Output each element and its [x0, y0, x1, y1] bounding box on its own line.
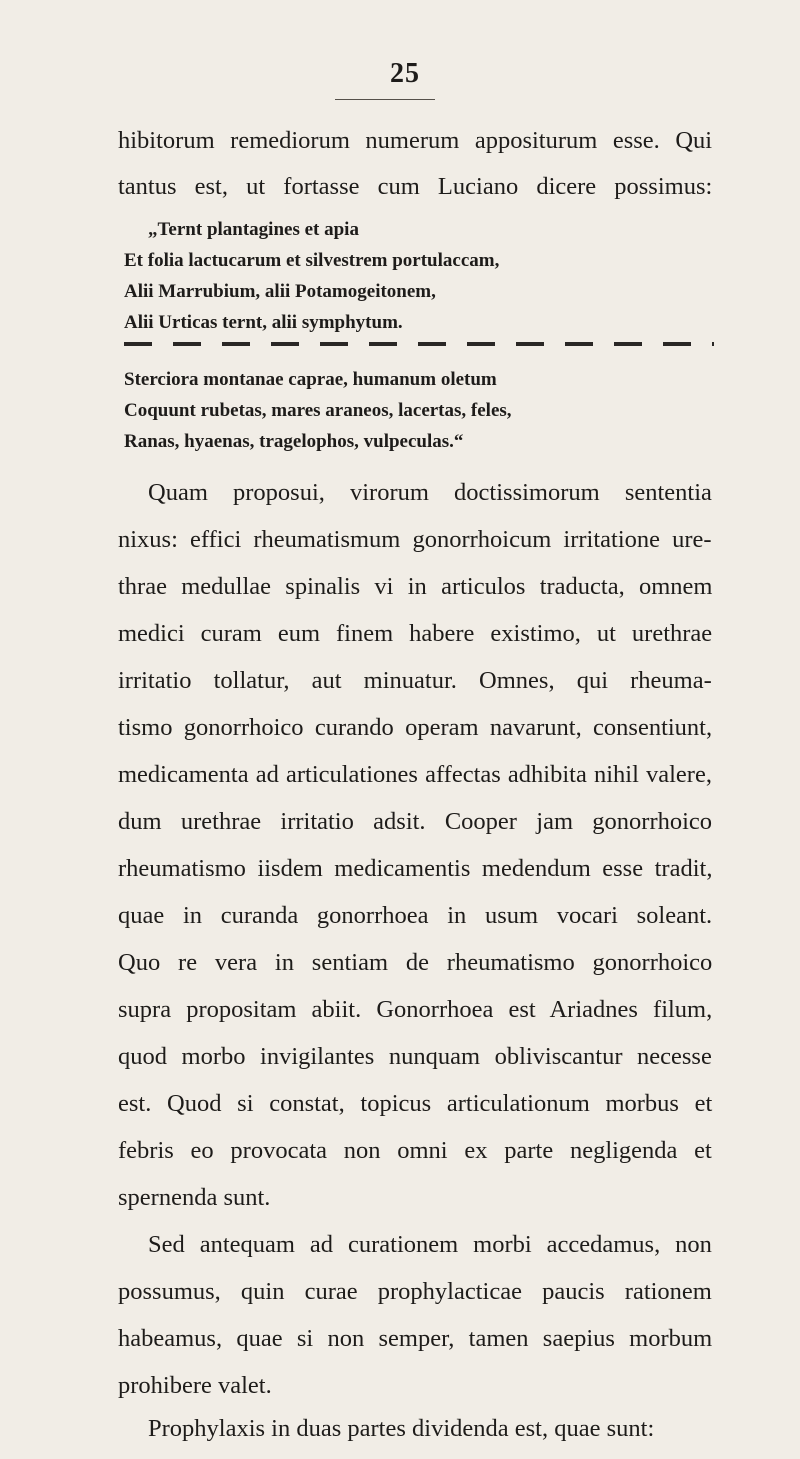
text-line: thrae medullae spinalis vi in articulos traducta, omnem: [118, 573, 713, 600]
text-line: tantus est, ut fortasse cum Luciano dicere possimus:: [118, 173, 713, 200]
text-line: quod morbo invigilantes nunquam obliviscantur necesse: [118, 1043, 712, 1070]
verse-line: Ranas, hyaenas, tragelophos, vulpeculas.“: [124, 431, 464, 452]
text-line: febris eo provocata non omni ex parte negligenda et: [118, 1137, 712, 1164]
text-line: supra propositam abiit. Gonorrhoea est Ariadnes filum,: [118, 996, 713, 1023]
verse-line: Alii Urticas ternt, alii symphytum.: [124, 312, 403, 333]
text-line: Prophylaxis in duas partes dividenda est, quae sunt:: [148, 1415, 655, 1442]
verse-line: Et folia lactucarum et silvestrem portulaccam,: [124, 250, 500, 271]
text-line: possumus, quin curae prophylacticae paucis rationem: [118, 1278, 712, 1305]
verse-line: Sterciora montanae caprae, humanum oletum: [124, 369, 497, 390]
verse-line: Alii Marrubium, alii Potamogeitonem,: [124, 281, 436, 302]
page-number: 25: [390, 58, 420, 89]
text-line: irritatio tollatur, aut minuatur. Omnes, qui rheuma-: [118, 667, 712, 694]
verse-ellipsis-divider: [124, 342, 714, 346]
text-line: habeamus, quae si non semper, tamen saepius morbum: [118, 1325, 713, 1352]
text-line: medici curam eum finem habere existimo, ut urethrae: [118, 620, 713, 647]
text-line: spernenda sunt.: [118, 1184, 271, 1211]
text-line: dum urethrae irritatio adsit. Cooper jam gonorrhoico: [118, 808, 713, 835]
text-line: prohibere valet.: [118, 1372, 272, 1399]
text-line: tismo gonorrhoico curando operam navarunt, consentiunt,: [118, 714, 713, 741]
text-line: rheumatismo iisdem medicamentis medendum esse tradit,: [118, 855, 713, 882]
text-line: nixus: effici rheumatismum gonorrhoicum irritatione ure-: [118, 526, 712, 553]
verse-line: „Ternt plantagines et apia: [148, 219, 359, 240]
text-line: hibitorum remediorum numerum appositurum esse. Qui: [118, 127, 713, 154]
text-line: Quo re vera in sentiam de rheumatismo gonorrhoico: [118, 949, 713, 976]
text-line: medicamenta ad articulationes affectas adhibita nihil valere,: [118, 761, 712, 788]
page-number-rule: [335, 99, 435, 100]
text-line: Sed antequam ad curationem morbi accedamus, non: [148, 1231, 712, 1258]
verse-line: Coquunt rubetas, mares araneos, lacertas, feles,: [124, 400, 512, 421]
text-line: Quam proposui, virorum doctissimorum sententia: [148, 479, 712, 506]
text-line: est. Quod si constat, topicus articulationum morbus et: [118, 1090, 713, 1117]
text-line: quae in curanda gonorrhoea in usum vocari soleant.: [118, 902, 713, 929]
